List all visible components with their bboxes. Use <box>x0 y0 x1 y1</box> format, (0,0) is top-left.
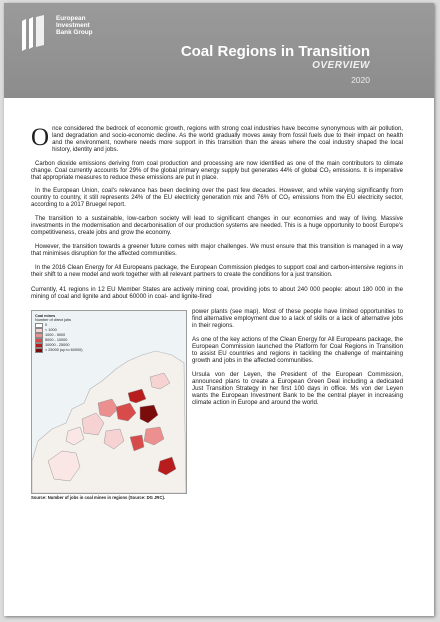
paragraph-7-part-1: Currently, 41 regions in 12 EU Member States are actively mining coal, providing jobs to about 240 000 people: about 180 000 in the mining of coal and lignite and about 60000 in coal- and lignite-fired <box>31 285 403 300</box>
body-content <box>31 126 403 536</box>
logo-line-2: Investment <box>56 22 90 30</box>
legend-label: < 1000 <box>45 327 57 332</box>
map-and-text-section <box>31 286 403 536</box>
logo-line-1: European <box>56 15 86 22</box>
legend-label: > 25000 (up to 60000) <box>45 347 83 352</box>
logo-text <box>56 15 93 37</box>
paragraph-9: Ursula von der Leyen, the President of the European Commission, announced plans to create a European Green Deal including a dedicated Just Transition Strategy in her first 100 days in office. Ms von der Leyen wants the European Investment Bank to be the central player in increasing climate action in Europe and around the world. <box>192 370 403 406</box>
legend-label: 5000 - 10000 <box>45 337 68 342</box>
document-title: Coal Regions in Transition <box>180 43 370 60</box>
right-column-text <box>192 286 403 413</box>
paragraph-4: The transition to a sustainable, low-carbon society will lead to significant changes in our economies and way of living. Massive investments in the modernisation and decarbonisation of our production systems are needed. This is a huge opportunity to boost Europe's competitiveness, create jobs and grow the economy. <box>31 216 403 237</box>
paragraph-5: However, the transition towards a greener future comes with major challenges. We must ensure that this transition is managed in a way that minimises disruption for the affected communities. <box>31 243 403 257</box>
coal-jobs-map <box>31 310 187 494</box>
legend-label: 1000 - 5000 <box>45 332 66 337</box>
logo-line-3: Bank Group <box>56 29 93 37</box>
paragraph-1-text: nce considered the bedrock of economic growth, regions with strong coal industries have become synonymous with air pollution, land degradation and socio-economic decline. As the world gradually moves away from fossil fuels due to their impact on health and the environment, nowhere needs more support in this transition than the areas where the coal industry shaped the local history, identity and jobs. <box>52 126 403 153</box>
legend-swatch <box>35 348 43 353</box>
legend-label: 0 <box>45 322 48 327</box>
paragraph-1 <box>31 126 403 154</box>
paragraph-2: Carbon dioxide emissions deriving from coal production and processing are now identified as one of the main contributors to climate change. Coal currently accounts for 29% of the global primary energy supply but generates 44% of global CO₂ emissions. It is imperative that appropriate measures to reduce these emissions are put in place. <box>31 160 403 181</box>
document-page <box>4 3 434 616</box>
legend-title: Coal mines <box>35 313 56 318</box>
legend-item <box>35 348 82 353</box>
paragraph-8: As one of the key actions of the Clean Energy for All Europeans package, the European Commission launched the Platform for Coal Regions in Transition to assist EU countries and regions in tackling the challenge of maintaining growth and jobs in the affected communities. <box>192 335 403 364</box>
document-year: 2020 <box>351 75 370 85</box>
eib-logo-icon <box>20 15 46 53</box>
legend-subtitle: Number of direct jobs <box>35 318 72 323</box>
drop-cap: O <box>31 124 50 151</box>
document-subtitle: OVERVIEW <box>312 60 370 71</box>
legend-label: 10000 - 25000 <box>45 342 70 347</box>
map-legend <box>35 314 82 353</box>
header-banner <box>4 3 434 98</box>
paragraph-6: In the 2016 Clean Energy for All Europeans package, the European Commission pledges to support coal and carbon-intensive regions in their shift to a new model and work together with all relevant partners to create the conditions for a just transition. <box>31 264 403 278</box>
map-caption: Source: Number of jobs in coal mines in regions (Source: DG JRC). <box>31 494 166 500</box>
paragraph-7-part-2: power plants (see map). Most of these people have limited opportunities to find alternative employment due to a lack of skills or a lack of alternative jobs in their regions. <box>192 307 403 329</box>
paragraph-3: In the European Union, coal's relevance has been declining over the past few decades. However, and while varying significantly from country to country, it still represents 24% of the EU electricity generation mix and 76% of CO₂ emissions from the EU electricity sector, according to a 2017 Bruegel report. <box>31 188 403 209</box>
